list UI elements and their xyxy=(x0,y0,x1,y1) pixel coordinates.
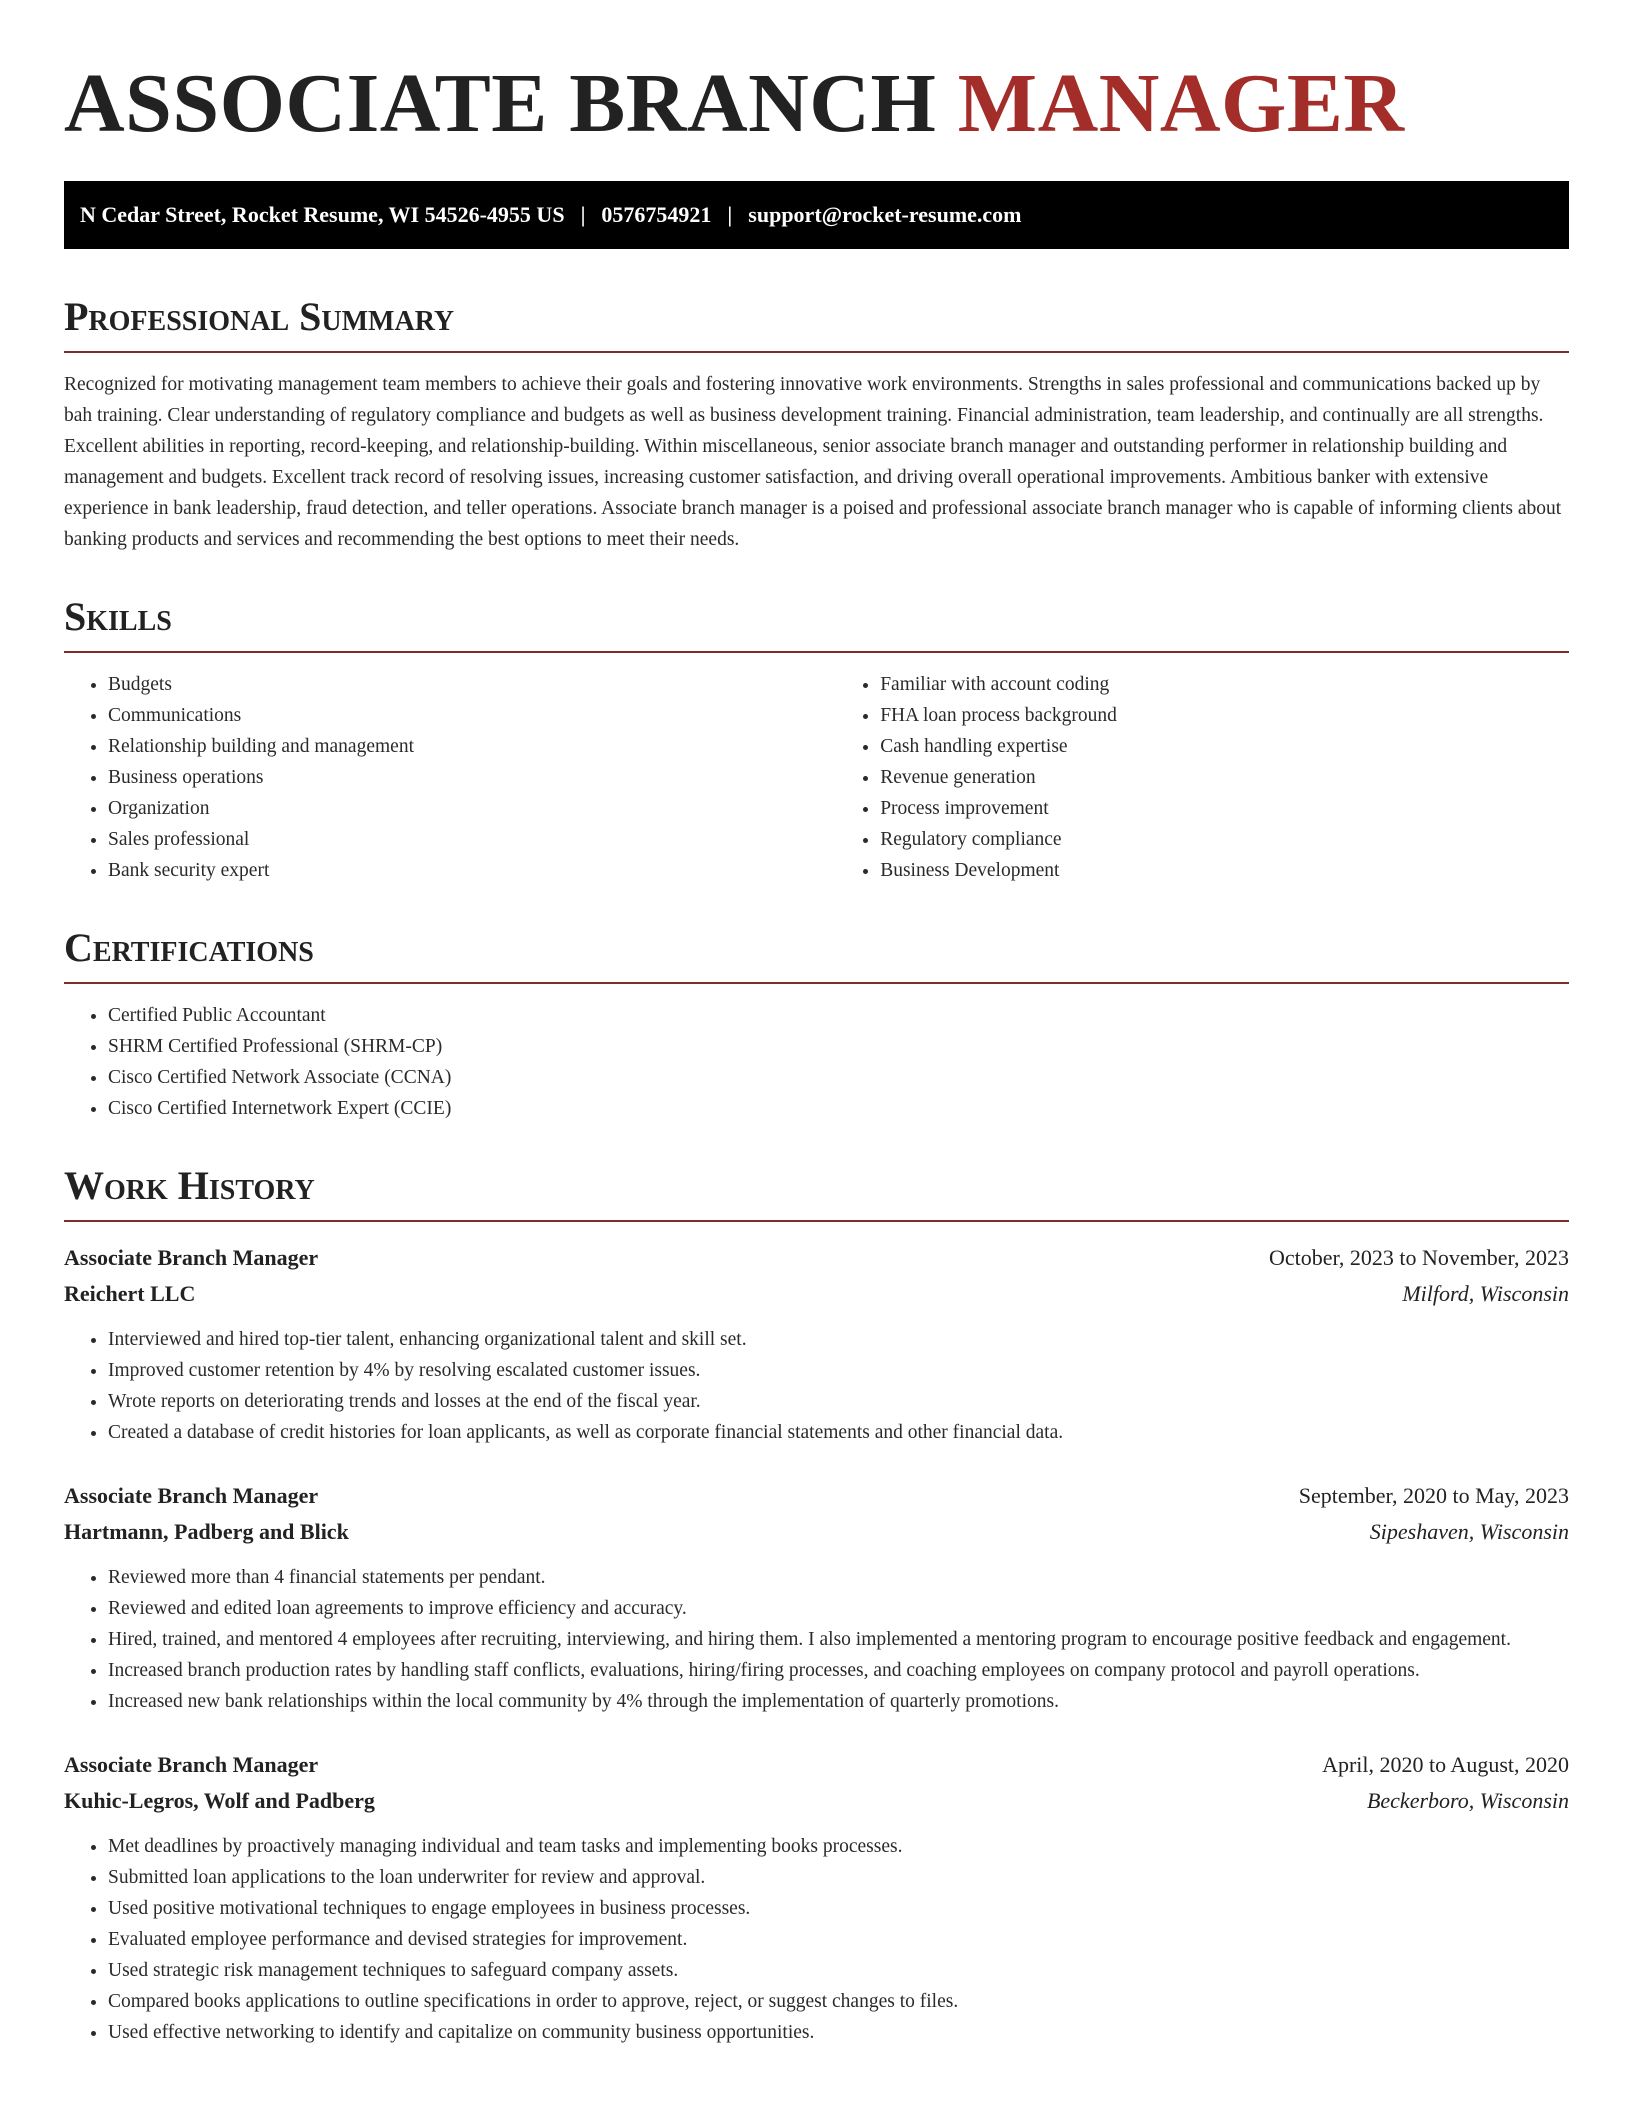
job-company: Kuhic-Legros, Wolf and Padberg xyxy=(64,1788,375,1813)
job-bullet: • Improved customer retention by 4% by resolving escalated customer issues. xyxy=(108,1355,1569,1386)
certification-item: • Cisco Certified Network Associate (CCNA) xyxy=(108,1062,1569,1093)
job-company: Reichert LLC xyxy=(64,1281,196,1306)
job-title: Associate Branch Manager xyxy=(64,1483,319,1508)
certifications-heading: Certifications xyxy=(64,924,1569,984)
job-bullet: • Met deadlines by proactively managing individual and team tasks and implementing books processes. xyxy=(108,1831,1569,1862)
skill-item: • Business Development xyxy=(880,855,1569,886)
job-company-row xyxy=(64,1276,1569,1312)
contact-phone[interactable]: 0576754921 xyxy=(601,202,712,227)
skill-item: • Process improvement xyxy=(880,793,1569,824)
work-history-section xyxy=(64,1162,1569,2048)
certification-item: • SHRM Certified Professional (SHRM-CP) xyxy=(108,1031,1569,1062)
contact-separator: | xyxy=(580,202,586,227)
job-entry xyxy=(64,1240,1569,1448)
skill-item: • Bank security expert xyxy=(108,855,836,886)
certifications-section xyxy=(64,924,1569,1124)
job-bullet: • Increased new bank relationships within the local community by 4% through the implementation of quarterly promotions. xyxy=(108,1686,1569,1717)
skill-item: • Budgets xyxy=(108,669,836,700)
job-bullet: • Used positive motivational techniques to engage employees in business processes. xyxy=(108,1893,1569,1924)
certifications-list xyxy=(64,1000,1569,1124)
skills-list-right xyxy=(836,669,1569,886)
skills-heading: Skills xyxy=(64,593,1569,653)
job-bullet: • Created a database of credit histories for loan applicants, as well as corporate financial statements and other financial data. xyxy=(108,1417,1569,1448)
resume-title xyxy=(64,54,1569,154)
certification-item: • Certified Public Accountant xyxy=(108,1000,1569,1031)
summary-text: Recognized for motivating management team members to achieve their goals and fostering innovative work environments. Strengths in sales professional and communications backed up by bah training. Clear understanding of regulatory compliance and budgets as well as business development training. Financial administration, team leadership, and continually are all strengths. Excellent abilities in reporting, record-keeping, and relationship-building. Within miscellaneous, senior associate branch manager and outstanding performer in relationship building and management and budgets. Excellent track record of resolving issues, increasing customer satisfaction, and driving overall operational improvements. Ambitious banker with extensive experience in bank leadership, fraud detection, and teller operations. Associate branch manager is a poised and professional associate branch manager who is capable of informing clients about banking products and services and recommending the best options to meet their needs. xyxy=(64,374,1562,550)
job-dates: October, 2023 to November, 2023 xyxy=(1268,1245,1569,1270)
job-dates: April, 2020 to August, 2020 xyxy=(1322,1752,1569,1777)
job-entry xyxy=(64,1478,1569,1717)
job-bullet: • Hired, trained, and mentored 4 employees after recruiting, interviewing, and hiring them. I also implemented a mentoring program to encourage positive feedback and engagement. xyxy=(108,1624,1569,1655)
skill-item: • Familiar with account coding xyxy=(880,669,1569,700)
skill-item: • Cash handling expertise xyxy=(880,731,1569,762)
skill-item: • FHA loan process background xyxy=(880,700,1569,731)
skill-item: • Business operations xyxy=(108,762,836,793)
work-history-heading: Work History xyxy=(64,1162,1569,1222)
title-main: ASSOCIATE BRANCH xyxy=(64,57,937,150)
job-company-row xyxy=(64,1783,1569,1819)
job-bullet: • Submitted loan applications to the loan underwriter for review and approval. xyxy=(108,1862,1569,1893)
contact-email[interactable]: support@rocket-resume.com xyxy=(748,202,1022,227)
contact-separator: | xyxy=(727,202,733,227)
job-header-row xyxy=(64,1478,1569,1514)
skills-section xyxy=(64,593,1569,886)
job-bullet: • Increased branch production rates by handling staff conflicts, evaluations, hiring/firing processes, and coaching employees on company protocol and payroll operations. xyxy=(108,1655,1569,1686)
job-company-row xyxy=(64,1514,1569,1550)
title-accent: MANAGER xyxy=(957,57,1405,150)
skill-item: • Regulatory compliance xyxy=(880,824,1569,855)
skill-item: • Revenue generation xyxy=(880,762,1569,793)
skill-item: • Organization xyxy=(108,793,836,824)
job-dates: September, 2020 to May, 2023 xyxy=(1298,1483,1569,1508)
skill-item: • Sales professional xyxy=(108,824,836,855)
job-bullet: • Interviewed and hired top-tier talent, enhancing organizational talent and skill set. xyxy=(108,1324,1569,1355)
job-bullet: • Compared books applications to outline specifications in order to approve, reject, or suggest changes to files. xyxy=(108,1986,1569,2017)
job-bullets xyxy=(64,1562,1569,1717)
job-location: Milford, Wisconsin xyxy=(1402,1281,1569,1306)
job-bullet: • Reviewed and edited loan agreements to improve efficiency and accuracy. xyxy=(108,1593,1569,1624)
job-bullet: • Used strategic risk management techniques to safeguard company assets. xyxy=(108,1955,1569,1986)
skill-item: • Relationship building and management xyxy=(108,731,836,762)
job-bullets xyxy=(64,1324,1569,1448)
job-header-row xyxy=(64,1747,1569,1783)
skill-item: • Communications xyxy=(108,700,836,731)
job-bullet: • Used effective networking to identify and capitalize on community business opportunities. xyxy=(108,2017,1569,2048)
job-bullets xyxy=(64,1831,1569,2048)
certification-item: • Cisco Certified Internetwork Expert (CCIE) xyxy=(108,1093,1569,1124)
job-bullet: • Wrote reports on deteriorating trends and losses at the end of the fiscal year. xyxy=(108,1386,1569,1417)
job-title: Associate Branch Manager xyxy=(64,1245,319,1270)
contact-bar xyxy=(64,181,1569,249)
job-location: Beckerboro, Wisconsin xyxy=(1366,1788,1569,1813)
skills-grid xyxy=(64,653,1569,886)
job-location: Sipeshaven, Wisconsin xyxy=(1369,1519,1569,1544)
summary-heading: Professional Summary xyxy=(64,293,1569,353)
job-company: Hartmann, Padberg and Blick xyxy=(64,1519,349,1544)
job-header-row xyxy=(64,1240,1569,1276)
contact-address: N Cedar Street, Rocket Resume, WI 54526-4955 US xyxy=(80,202,565,227)
job-title: Associate Branch Manager xyxy=(64,1752,319,1777)
skills-list-left xyxy=(64,669,836,886)
summary-section xyxy=(64,293,1569,555)
job-bullet: • Reviewed more than 4 financial statements per pendant. xyxy=(108,1562,1569,1593)
job-bullet: • Evaluated employee performance and devised strategies for improvement. xyxy=(108,1924,1569,1955)
job-entry xyxy=(64,1747,1569,2048)
